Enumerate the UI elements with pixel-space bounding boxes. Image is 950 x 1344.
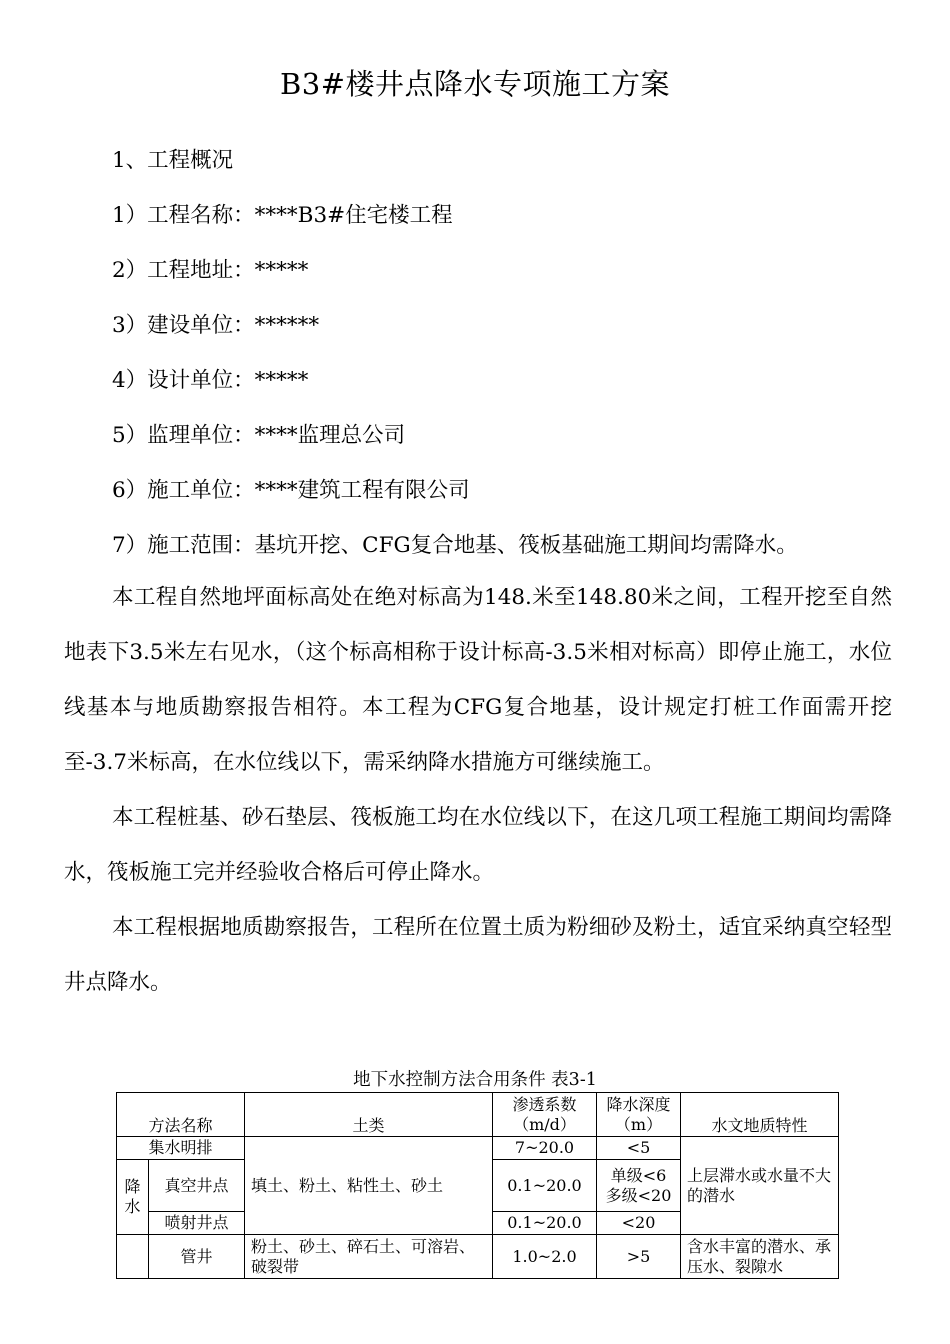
item-contractor: 6）施工单位：****建筑工程有限公司 bbox=[112, 478, 470, 503]
header-permeability: 渗透系数（m/d） bbox=[493, 1093, 597, 1137]
permeability-cell: 1.0~2.0 bbox=[493, 1235, 597, 1279]
method-cell: 喷射井点 bbox=[149, 1212, 245, 1235]
item-project-name: 1）工程名称：****B3#住宅楼工程 bbox=[112, 203, 453, 228]
item-project-address: 2）工程地址：***** bbox=[112, 258, 309, 283]
depth-cell: <20 bbox=[597, 1212, 681, 1235]
method-cell: 管井 bbox=[149, 1235, 245, 1279]
method-cell: 集水明排 bbox=[117, 1137, 245, 1160]
empty-cell bbox=[117, 1235, 149, 1279]
header-method: 方法名称 bbox=[117, 1093, 245, 1137]
depth-cell: >5 bbox=[597, 1235, 681, 1279]
paragraph-method: 本工程根据地质勘察报告，工程所在位置土质为粉细砂及粉土，适宜采纳真空轻型井点降水。 bbox=[64, 915, 892, 995]
hydrogeology-cell: 上层滞水或水量不大的潜水 bbox=[681, 1137, 839, 1235]
permeability-cell: 0.1~20.0 bbox=[493, 1212, 597, 1235]
method-cell: 真空井点 bbox=[149, 1160, 245, 1212]
table-row bbox=[117, 1235, 839, 1279]
item-designer: 4）设计单位：***** bbox=[112, 368, 309, 393]
item-owner: 3）建设单位：****** bbox=[112, 313, 320, 338]
table-row bbox=[117, 1137, 839, 1160]
conditions-table bbox=[116, 1092, 839, 1279]
header-depth: 降水深度（m） bbox=[597, 1093, 681, 1137]
soil-cell: 填土、粉土、粘性土、砂土 bbox=[245, 1137, 493, 1235]
group-label-cell: 降水 bbox=[117, 1160, 149, 1235]
header-soil: 土类 bbox=[245, 1093, 493, 1137]
item-supervisor: 5）监理单位：****监理总公司 bbox=[112, 423, 406, 448]
paragraph-overview: 本工程自然地坪面标高处在绝对标高为148.米至148.80米之间，工程开挖至自然地表下3.5米左右见水，（这个标高相称于设计标高-3.5米相对标高）即停止施工，水位线基本与地质勘察报告相符。本工程为CFG复合地基，设计规定打桩工作面需开挖至-3.7米标高，在水位线以下，需采纳降水措施方可继续施工。 bbox=[64, 585, 892, 775]
table-caption: 地下水控制方法合用条件 表3-1 bbox=[353, 1070, 597, 1090]
soil-cell: 粉土、砂土、碎石土、可溶岩、破裂带 bbox=[245, 1235, 493, 1279]
paragraph-dewatering-period: 本工程桩基、砂石垫层、筏板施工均在水位线以下，在这几项工程施工期间均需降水，筏板施工完并经验收合格后可停止降水。 bbox=[64, 805, 892, 885]
document-title: B3#楼井点降水专项施工方案 bbox=[279, 67, 671, 101]
hydrogeology-cell: 含水丰富的潜水、承压水、裂隙水 bbox=[681, 1235, 839, 1279]
page-bottom-margin bbox=[100, 1280, 860, 1344]
item-scope: 7）施工范围：基坑开挖、CFG复合地基、筏板基础施工期间均需降水。 bbox=[112, 533, 798, 558]
permeability-cell: 7~20.0 bbox=[493, 1137, 597, 1160]
table-header-row bbox=[117, 1093, 839, 1137]
depth-cell: <5 bbox=[597, 1137, 681, 1160]
section-heading: 1、工程概况 bbox=[112, 148, 234, 173]
header-hydrogeology: 水文地质特性 bbox=[681, 1093, 839, 1137]
depth-cell: 单级<6多级<20 bbox=[597, 1160, 681, 1212]
permeability-cell: 0.1~20.0 bbox=[493, 1160, 597, 1212]
